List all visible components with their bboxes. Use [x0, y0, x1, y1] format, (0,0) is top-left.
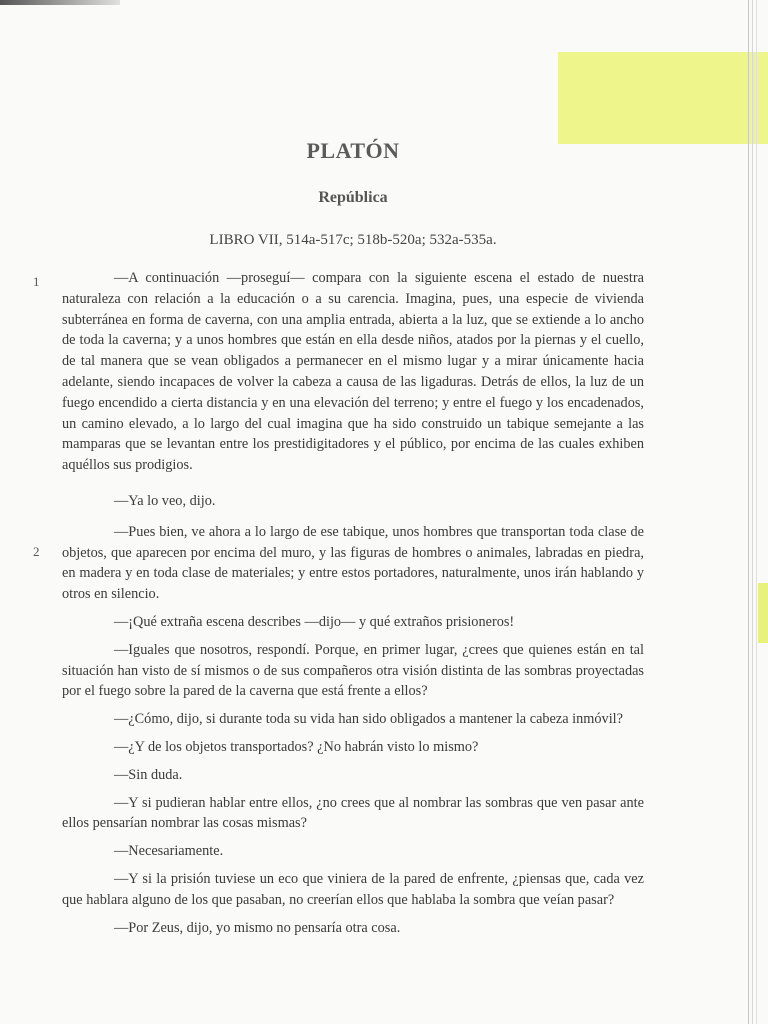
sticky-note — [558, 52, 768, 144]
margin-number: 1 — [33, 274, 40, 289]
paragraph: —Y si la prisión tuviese un eco que viniera de la pared de enfrente, ¿piensas que, cada vez que hablara alguno de los que pasaban, no creerían ellos que hablaba la sombra que veían pasar? — [62, 870, 644, 908]
margin-number: 2 — [33, 544, 40, 559]
work-title: República — [318, 189, 388, 206]
paragraph: —Necesariamente. — [114, 843, 224, 860]
paragraph: —Por Zeus, dijo, yo mismo no pensaría otra cosa. — [114, 919, 401, 936]
paragraph: —A continuación —proseguí— compara con la siguiente escena el estado de nuestra naturaleza con relación a la educación o a su carencia. Imagina, pues, una especie de vivienda subterránea en forma de caverna, con una amplia entrada, abierta a la luz, que se extiende a lo ancho de toda la caverna; y a unos hombres que están en ella desde niños, atados por la piernas y el cuello, de tal manera que se vean obligados a permanecer en el mismo lugar y a mirar únicamente hacia adelante, siendo incapaces de volver la cabeza a causa de las ligaduras. Detrás de ellos, la luz de un fuego encendido a cierta distancia y en una elevación del terreno; y entre el fuego y los encadenados, un camino elevado, a lo largo del cual imagina que ha sido construido un tabique semejante a las mamparas que se levantan entre los prestidigitadores y el público, por encima de las cuales exhiben aquéllos sus prodigios. — [62, 270, 644, 474]
paragraph: —Pues bien, ve ahora a lo largo de ese tabique, unos hombres que transportan toda clase de objetos, que aparecen por encima del muro, y las figuras de hombres o animales, labradas en piedra, en madera y en toda clase de materiales; y entre estos portadores, naturalmente, unos irán hablando y otros en silencio. — [62, 523, 644, 603]
paragraph: —Sin duda. — [114, 766, 183, 783]
body-text — [62, 268, 644, 945]
paragraph: —¡Qué extraña escena describes —dijo— y qué extraños prisioneros! — [114, 613, 515, 630]
paragraph: —Ya lo veo, dijo. — [114, 492, 216, 509]
paragraph: —¿Cómo, dijo, si durante toda su vida han sido obligados a mantener la cabeza inmóvil? — [114, 711, 623, 728]
page-edge — [748, 0, 749, 1024]
page-edge — [756, 0, 757, 1024]
book-reference: LIBRO VII, 514a-517c; 518b-520a; 532a-535a. — [209, 232, 497, 248]
paragraph: —Iguales que nosotros, respondí. Porque, en primer lugar, ¿crees que quienes están en tal situación han visto de sí mismos o de sus compañeros otra visión distinta de las sombras proyectadas por el fuego sobre la pared de la caverna que está frente a ellos? — [62, 641, 644, 700]
page-edge — [752, 0, 753, 1024]
highlight-tab — [758, 583, 768, 643]
author-title: PLATÓN — [306, 138, 400, 163]
paragraph: —Y si pudieran hablar entre ellos, ¿no crees que al nombrar las sombras que ven pasar ante ellos pensarían nombrar las cosas mismas? — [62, 794, 644, 832]
scan-shadow — [0, 0, 120, 5]
paragraph: —¿Y de los objetos transportados? ¿No habrán visto lo mismo? — [114, 738, 479, 755]
